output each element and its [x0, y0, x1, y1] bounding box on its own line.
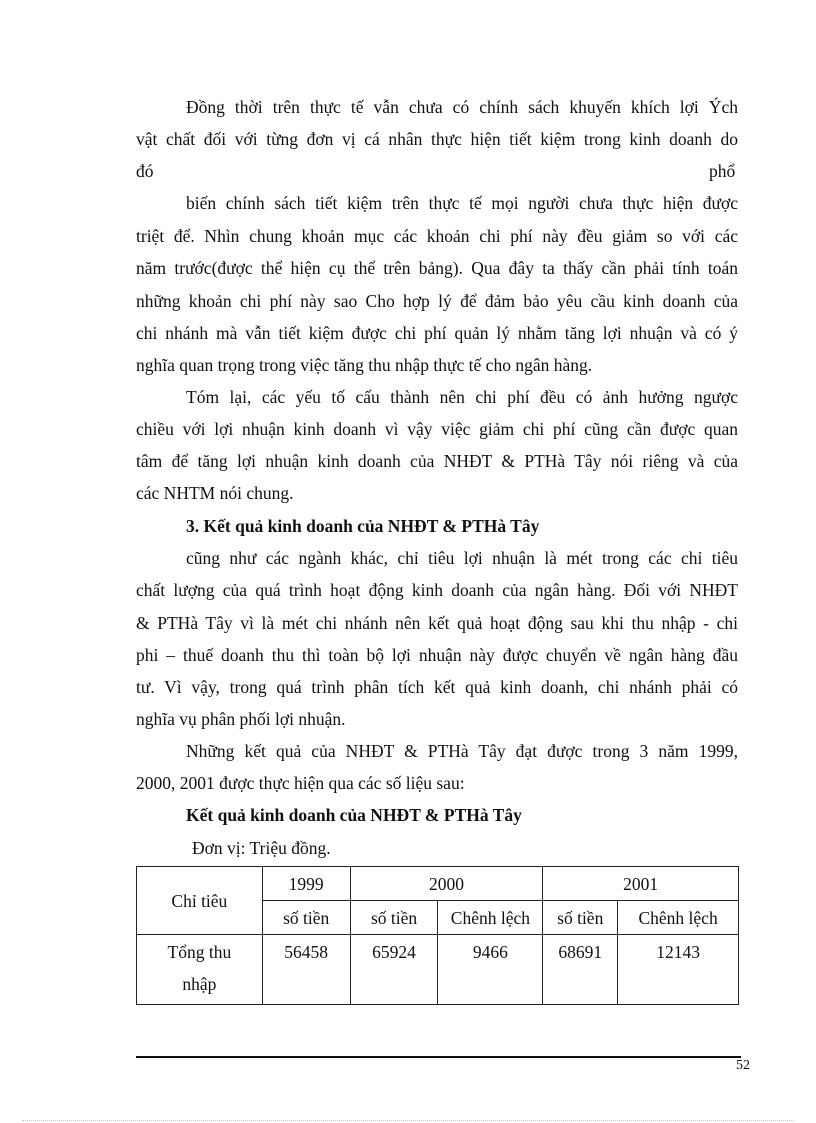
paragraph-4-line-1: Những kết quả của NHĐT & PTHà Tây đạt được trong 3 năm 1999, [186, 741, 738, 761]
paragraph-3-line-5: tư. Vì vậy, trong quá trình phân tích kết quả kinh doanh, chi nhánh phải có [136, 677, 738, 697]
subheader-amount-2000: số tiền [350, 901, 438, 935]
header-year-2001: 2001 [543, 867, 739, 901]
paragraph-2-line-2: chiều với lợi nhuận kinh doanh vì vậy việc giảm chi phí cũng cần được quan [136, 419, 738, 439]
paragraph-4-line-2: 2000, 2001 được thực hiện qua các số liệu sau: [136, 773, 465, 793]
cell-2000-diff: 9466 [438, 935, 543, 1005]
page-edge-divider [22, 1120, 794, 1121]
paragraph-2-line-1: Tóm lại, các yếu tố cấu thành nên chi phí đều có ảnh hưởng ngược [186, 387, 738, 407]
section-heading: 3. Kết quả kinh doanh của NHĐT & PTHà Tây [186, 516, 540, 536]
paragraph-2-line-3: tâm để tăng lợi nhuận kinh doanh của NHĐT & PTHà Tây nói riêng và của [136, 451, 738, 471]
results-table [136, 866, 739, 1005]
table-row [137, 935, 739, 1005]
row-label-line-1: Tổng thu [167, 942, 232, 962]
header-indicator: Chỉ tiêu [137, 867, 263, 935]
subheader-amount-2001: số tiền [543, 901, 618, 935]
paragraph-1-line-2: vật chất đối với từng đơn vị cá nhân thực hiện tiết kiệm trong kinh doanh do [136, 129, 738, 149]
header-year-1999: 1999 [262, 867, 350, 901]
paragraph-1-line-3-end: phổ [709, 161, 736, 181]
paragraph-1-line-3: đó [136, 161, 154, 181]
row-label-line-2: nhập [182, 974, 217, 994]
paragraph-1-line-9: nghĩa quan trọng trong việc tăng thu nhập thực tế cho ngân hàng. [136, 355, 593, 375]
page-number: 52 [736, 1058, 750, 1073]
header-year-2000: 2000 [350, 867, 543, 901]
paragraph-1-line-1: Đồng thời trên thực tế vẫn chưa có chính sách khuyến khích lợi Ých [186, 97, 738, 117]
paragraph-3-line-3: & PTHà Tây vì là mét chi nhánh nên kết quả hoạt động sau khi thu nhập - chi [136, 613, 738, 633]
table-title: Kết quả kinh doanh của NHĐT & PTHà Tây [186, 805, 522, 825]
cell-2000-amount: 65924 [350, 935, 438, 1005]
paragraph-1-line-5: triệt để. Nhìn chung khoản mục các khoản chi phí này đều giảm so với các [136, 226, 738, 246]
paragraph-3-line-2: chất lượng của quá trình hoạt động kinh doanh của ngân hàng. Đối với NHĐT [136, 580, 738, 600]
paragraph-3-line-6: nghĩa vụ phân phối lợi nhuận. [136, 709, 346, 729]
subheader-amount-1999: số tiền [262, 901, 350, 935]
subheader-diff-2000: Chênh lệch [438, 901, 543, 935]
cell-2001-amount: 68691 [543, 935, 618, 1005]
cell-2001-diff: 12143 [618, 935, 739, 1005]
subheader-diff-2001: Chênh lệch [618, 901, 739, 935]
cell-1999-amount: 56458 [262, 935, 350, 1005]
table-header-row [137, 867, 739, 901]
paragraph-3-line-4: phi – thuế doanh thu thì toàn bộ lợi nhuận này được chuyển về ngân hàng đầu [136, 645, 738, 665]
paragraph-1-line-8: chi nhánh mà vẫn tiết kiệm được chi phí quản lý nhằm tăng lợi nhuận và có ý [136, 323, 738, 343]
paragraph-1-line-4: biến chính sách tiết kiệm trên thực tế mọi người chưa thực hiện được [186, 193, 738, 213]
paragraph-1-line-6: năm trước(được thể hiện cụ thể trên bảng). Qua đây ta thấy cần phải tính toán [136, 258, 738, 278]
footer-rule [136, 1056, 741, 1058]
paragraph-2-line-4: các NHTM nói chung. [136, 483, 294, 503]
paragraph-1-line-7: những khoản chi phí này sao Cho hợp lý để đảm bảo yêu cầu kinh doanh của [136, 291, 738, 311]
unit-label: Đơn vị: Triệu đồng. [192, 838, 331, 858]
row-label-total-income [137, 935, 263, 1005]
paragraph-3-line-1: cũng như các ngành khác, chỉ tiêu lợi nhuận là mét trong các chỉ tiêu [186, 548, 738, 568]
